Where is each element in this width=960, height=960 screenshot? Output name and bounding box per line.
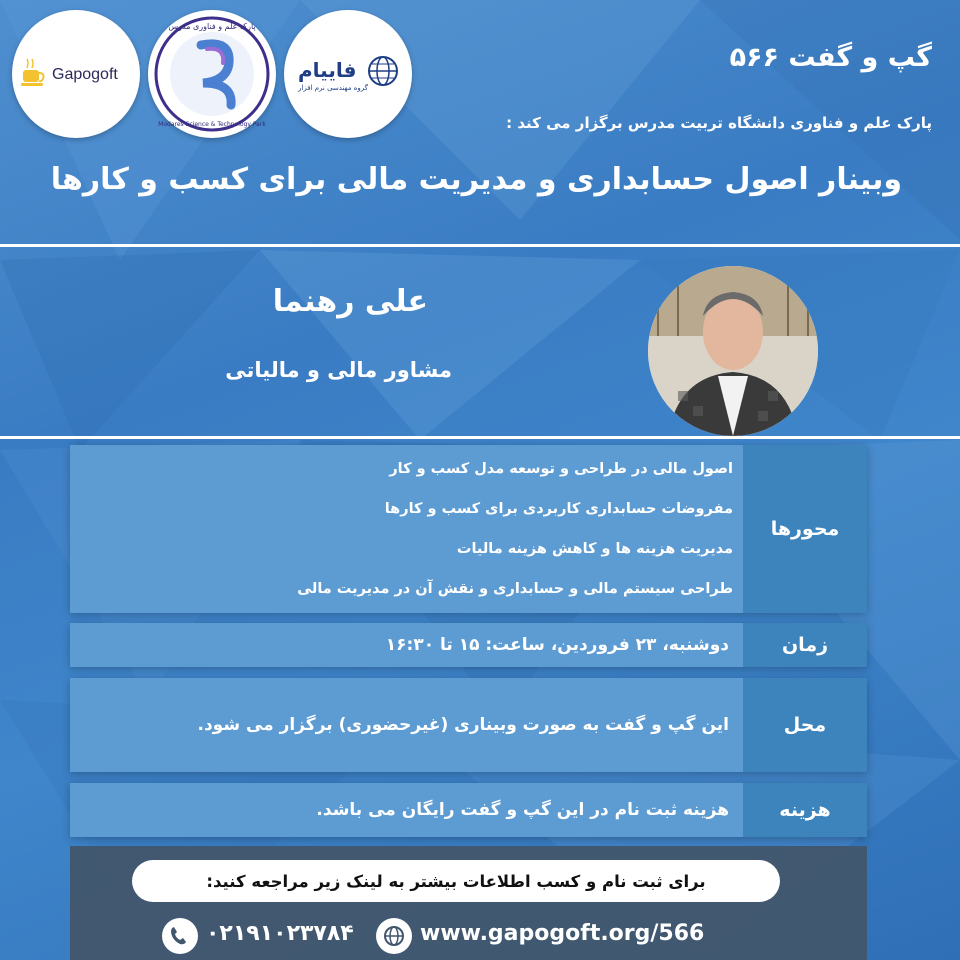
globe-logo-icon: [366, 54, 400, 88]
faipam-logo: [284, 10, 412, 138]
time-text: دوشنبه، ۲۳ فروردین، ساعت: ۱۵ تا ۱۶:۳۰: [385, 635, 729, 655]
speaker-role: مشاور مالی و مالیاتی: [225, 358, 452, 382]
topic-item: طراحی سیستم مالی و حسابداری و نقش آن در مدیریت مالی: [297, 581, 733, 597]
topic-item: مدیریت هزینه ها و کاهش هزینه مالیات: [456, 541, 733, 557]
park-logo-label: پارک علم و فناوری مدرس: [168, 22, 256, 31]
organizer-text: پارک علم و فناوری دانشگاه تربیت مدرس برگزار می کند :: [506, 114, 932, 132]
webinar-title: وبینار اصول حسابداری و مدیریت مالی برای کسب و کارها: [50, 162, 902, 197]
topic-item: مفروضات حسابداری کاربردی برای کسب و کارها: [384, 501, 733, 517]
globe-icon: [376, 918, 412, 954]
topic-item: اصول مالی در طراحی و توسعه مدل کسب و کار: [389, 461, 733, 477]
phone-icon: [162, 918, 198, 954]
gapogoft-logo: [12, 10, 140, 138]
episode-title: گپ و گفت ۵۶۶: [729, 42, 932, 73]
park-logo-label-en: Modares Science & Technology Park: [158, 121, 266, 128]
registration-cta: برای ثبت نام و کسب اطلاعات بیشتر به لینک زیر مراجعه کنید:: [132, 860, 780, 902]
gapogoft-wordmark: Gapogoft: [52, 66, 118, 83]
location-label: محل: [743, 678, 867, 772]
divider-bottom: [0, 436, 960, 439]
location-row: [70, 678, 867, 772]
topics-list: [70, 445, 743, 613]
location-text: این گپ و گفت به صورت وبیناری (غیرحضوری) برگزار می شود.: [197, 715, 729, 735]
divider-top: [0, 244, 960, 247]
faipam-subtitle: گروه مهندسی نرم افزار: [298, 84, 369, 92]
park-emblem-icon: [153, 15, 271, 133]
website-link[interactable]: www.gapogoft.org/566: [420, 921, 705, 946]
time-label: زمان: [743, 623, 867, 667]
faipam-wordmark: فاییام: [298, 58, 357, 82]
cost-row: [70, 783, 867, 837]
speaker-name: علی رهنما: [272, 284, 428, 319]
topics-row: [70, 445, 867, 613]
cost-text: هزینه ثبت نام در این گپ و گفت رایگان می باشد.: [316, 800, 729, 820]
time-row: [70, 623, 867, 667]
speaker-photo: [648, 266, 818, 436]
phone-number[interactable]: ۰۲۱۹۱۰۲۳۷۸۴: [206, 921, 354, 946]
topics-label: محورها: [743, 445, 867, 613]
park-logo: [148, 10, 276, 138]
cost-label: هزینه: [743, 783, 867, 837]
